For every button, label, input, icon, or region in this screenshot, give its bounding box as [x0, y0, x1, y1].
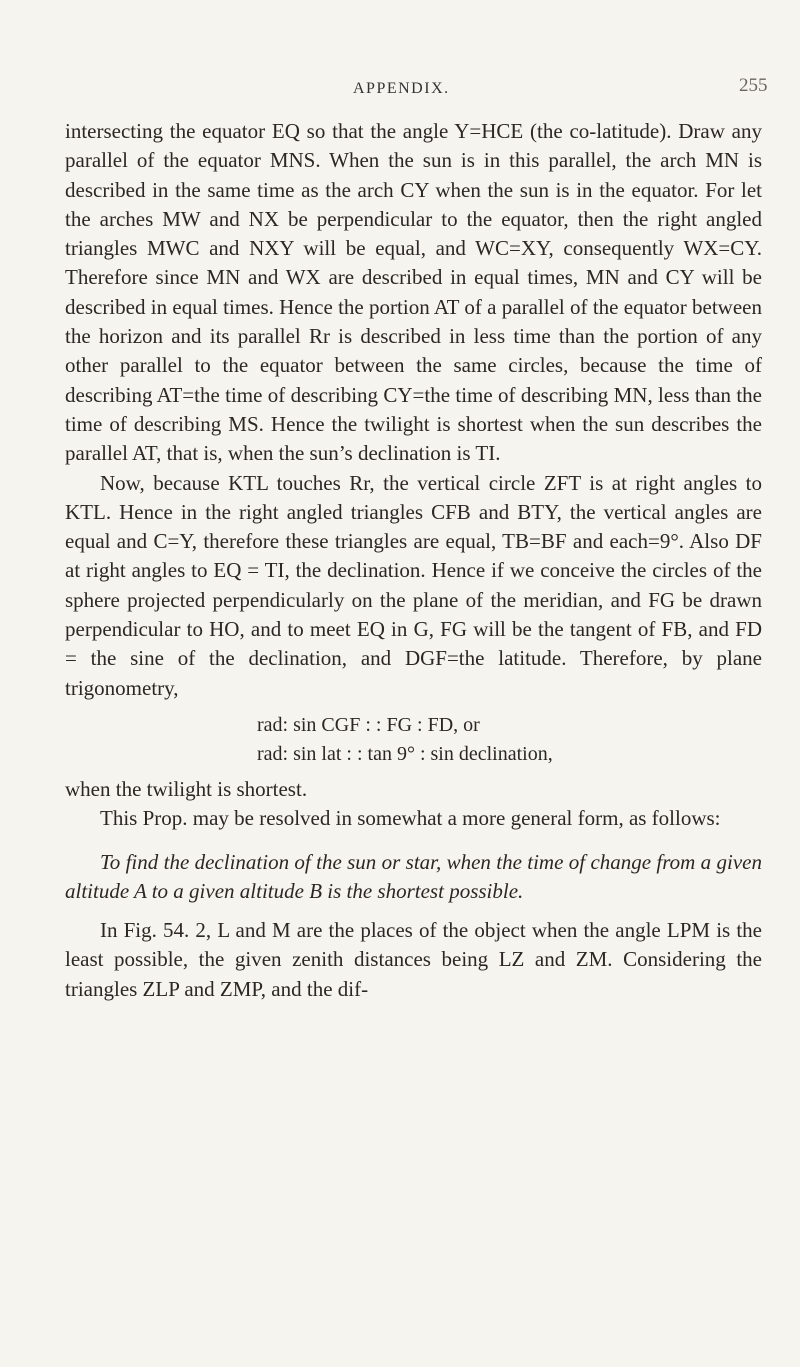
trig-formula [65, 711, 762, 769]
paragraph-general-form: This Prop. may be resolved in somewhat a more general form, as follows: [100, 806, 721, 831]
formula-line-2: rad: sin lat : : tan 9° : sin declination, [257, 742, 553, 765]
running-head [0, 75, 800, 104]
formula-line-1: rad: sin CGF : : FG : FD, or [257, 713, 480, 736]
body-text [65, 117, 762, 1004]
paragraph-vertical-circle: Now, because KTL touches Rr, the vertical circle ZFT is at right angles to KTL. Hence in the right angled triangles CFB and BTY, the vertical angles are equal and C=Y, therefore these triangles are equal, TB=BF and each=9°. Also DF at right angles to EQ = TI, the declination. Hence if we conceive the circles of the sphere projected perpendicularly on the plane of the meridian, and FG be drawn perpendicular to HO, and to meet EQ in G, FG will be the tangent of FB, and FD = the sine of the declination, and DGF=the latitude. Therefore, by plane trigonometry, [65, 470, 762, 700]
running-title: APPENDIX. [353, 80, 450, 97]
page-number: 255 [739, 75, 768, 96]
paragraph-fig-54: In Fig. 54. 2, L and M are the places of the object when the angle LPM is the least possible, the given zenith distances being LZ and ZM. Considering the triangles ZLP and ZMP, and the dif- [65, 918, 762, 1001]
proposition-statement: To find the declination of the sun or star, when the time of change from a given altitude A to a given altitude B is the shortest possible. [65, 849, 762, 903]
paragraph-equator-argument: intersecting the equator EQ so that the angle Y=HCE (the co-latitude). Draw any parallel of the equator MNS. When the sun is in this parallel, the arch MN is described in the same time as the arch CY when the sun is in the equator. For let the arches MW and NX be perpendicular to the equator, then the right angled triangles MWC and NXY will be equal, and WC=XY, consequently WX=CY. Therefore since MN and WX are described in equal times, MN and CY will be described in equal times. Hence the portion AT of a parallel of the equator between the horizon and its parallel Rr is described in less time than the portion of any other parallel to the equator between the same circles, because the time of describing AT=the time of describing CY=the time of describing MN, less than the time of describing MS. Hence the twilight is shortest when the sun describes the parallel AT, that is, when the sun’s declination is TI. [65, 119, 762, 466]
paragraph-conclusion: when the twilight is shortest. [65, 776, 308, 801]
